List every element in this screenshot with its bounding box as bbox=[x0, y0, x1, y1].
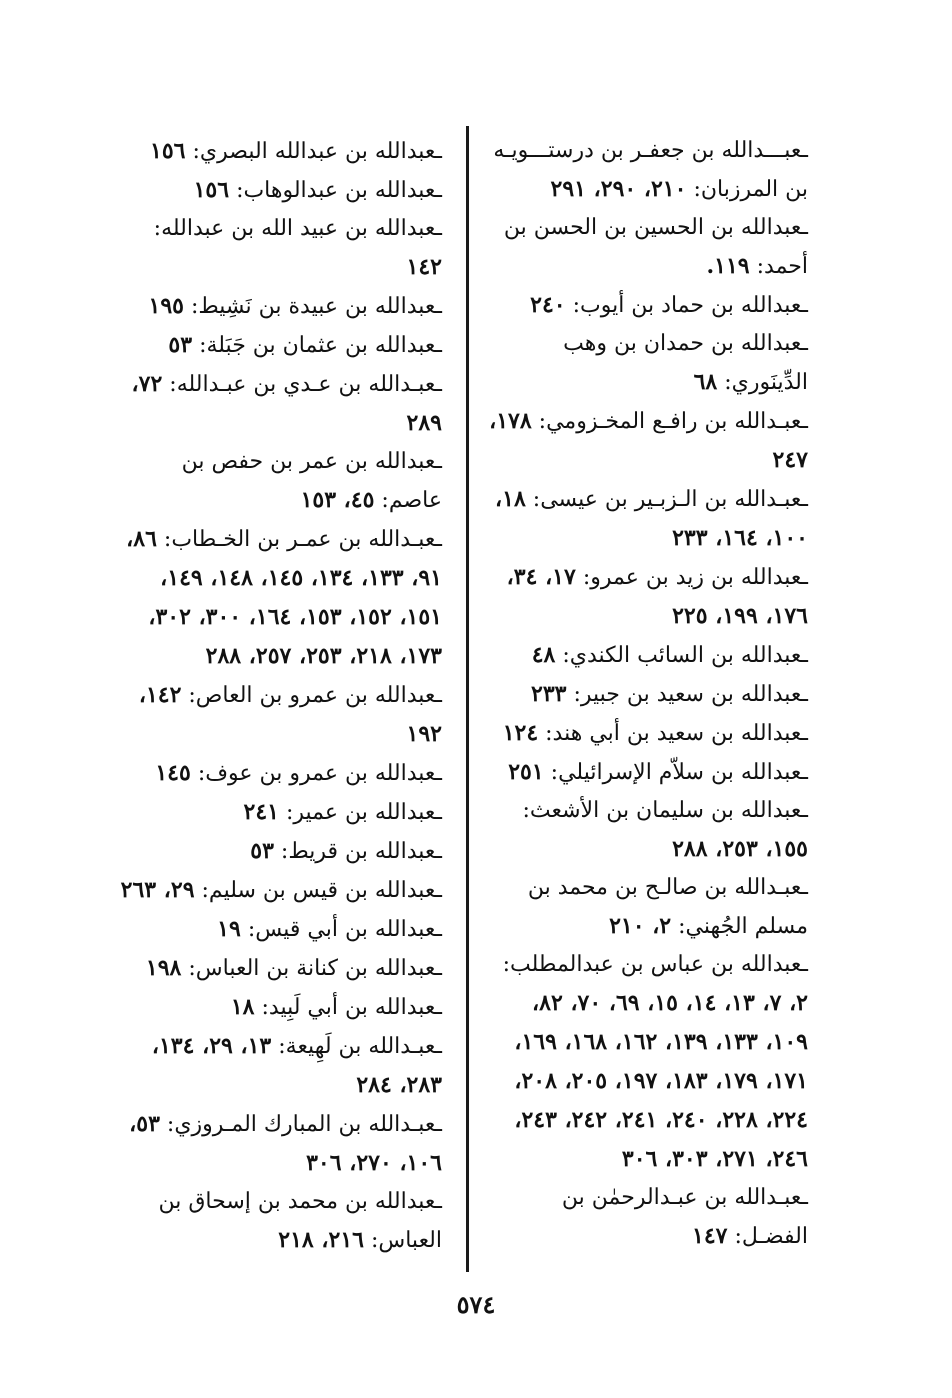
index-entry bbox=[486, 869, 808, 946]
entry-name: عبدالله بن سعيد بن أبي هند: bbox=[545, 721, 802, 746]
index-entry bbox=[118, 443, 442, 520]
entry-name: عبدالله بن السائب الكندي: bbox=[562, 643, 802, 668]
index-entry bbox=[486, 753, 808, 792]
entry-dash: ـ bbox=[801, 952, 808, 977]
entry-pages: ٧٢، ٢٨٩ bbox=[131, 371, 442, 436]
entry-pages: ١١٩. bbox=[706, 253, 750, 279]
entry-dash: ـ bbox=[435, 878, 442, 903]
entry-dash: ـ bbox=[435, 527, 442, 552]
entry-dash: ـ bbox=[435, 449, 442, 474]
entry-pages: ٥٣ bbox=[168, 332, 193, 358]
index-entry bbox=[118, 1105, 442, 1183]
entry-pages: ١٨ bbox=[230, 994, 255, 1020]
index-entry bbox=[118, 793, 442, 832]
entry-name: عبدالله بن عبيدة بن نَشِيط: bbox=[190, 294, 436, 319]
entry-pages: ٢٥١ bbox=[508, 759, 544, 785]
entry-name: عبدالله بن عمر بن حفص بن عاصم: bbox=[181, 449, 442, 513]
entry-dash: ـ bbox=[801, 565, 808, 590]
entry-dash: ـ bbox=[435, 1112, 442, 1137]
entry-name: عبـدالله بن الـزبـير بن عيسى: bbox=[532, 487, 802, 512]
index-entry bbox=[118, 910, 442, 949]
entry-pages: ٤٥، ١٥٣ bbox=[300, 487, 375, 513]
entry-dash: ـ bbox=[435, 839, 442, 864]
entry-pages: ٢٤١ bbox=[243, 799, 279, 825]
entry-pages: ٦٨ bbox=[693, 369, 718, 395]
entry-name: عبدالله بن سعيد بن جبير: bbox=[573, 682, 802, 707]
index-entry bbox=[486, 558, 808, 636]
entry-name: عبـــدالله بن جعفـر بن درستـــويـه بن المرزبان: bbox=[493, 138, 808, 202]
entry-name: عبـدالله بن صالـح بن محمد بن مسلم الجُهني: bbox=[527, 875, 808, 939]
entry-pages: ١٩٥ bbox=[148, 293, 184, 319]
index-entry bbox=[486, 325, 808, 402]
entry-dash: ـ bbox=[435, 995, 442, 1020]
index-entry bbox=[118, 210, 442, 287]
entry-name: عبدالله بن عمرو بن عوف: bbox=[197, 761, 436, 786]
entry-dash: ـ bbox=[801, 409, 808, 434]
entry-dash: ـ bbox=[801, 875, 808, 900]
entry-pages: ١٤٧ bbox=[692, 1223, 728, 1249]
entry-pages: ٢، ٢١٠ bbox=[609, 913, 672, 939]
right-column bbox=[486, 132, 808, 1256]
entry-dash: ـ bbox=[801, 1185, 808, 1210]
index-entry bbox=[486, 1179, 808, 1256]
entry-name: عبدالله بن عبدالوهاب: bbox=[236, 178, 436, 203]
index-entry bbox=[486, 636, 808, 675]
index-entry bbox=[486, 714, 808, 753]
entry-name: عبدالله بن محمد بن إسحاق بن العباس: bbox=[158, 1189, 442, 1253]
entry-pages: ١٥٦ bbox=[150, 138, 186, 164]
entry-name: عبـدالله بن عـدي بن عبـدالله: bbox=[169, 372, 436, 397]
entry-dash: ـ bbox=[801, 215, 808, 240]
entry-pages: ١٩ bbox=[217, 916, 241, 942]
entry-pages: ١٢٤ bbox=[502, 720, 539, 746]
entry-pages: ١٩٨ bbox=[145, 955, 182, 981]
entry-pages: ١٥٦ bbox=[193, 177, 230, 203]
entry-pages: ١٨، ١٠٠، ١٦٤، ٢٣٣ bbox=[495, 486, 808, 551]
entry-name: عبدالله بن عثمان بن جَبَلة: bbox=[199, 333, 436, 358]
entry-dash: ـ bbox=[801, 138, 808, 163]
entry-pages: ٢٣٣ bbox=[531, 681, 567, 707]
index-entry bbox=[118, 676, 442, 754]
index-entry bbox=[118, 832, 442, 871]
entry-name: عبدالله بن حماد بن أيوب: bbox=[572, 293, 802, 318]
index-entry bbox=[118, 132, 442, 171]
index-entry bbox=[118, 1027, 442, 1105]
index-entry bbox=[118, 1183, 442, 1260]
entry-pages: ٥٣ bbox=[250, 838, 274, 864]
entry-name: عبـدالله بن عمـر بن الخـطاب: bbox=[163, 527, 436, 552]
index-entry bbox=[118, 326, 442, 365]
entry-dash: ـ bbox=[435, 1189, 442, 1214]
entry-dash: ـ bbox=[801, 721, 808, 746]
entry-pages: ١٤٢ bbox=[406, 254, 442, 280]
entry-name: عبدالله بن حمدان بن وهب الدِّينَوري: bbox=[563, 331, 808, 395]
index-entry bbox=[118, 520, 442, 676]
entry-name: عبـدالله بن لَهِيعة: bbox=[278, 1034, 436, 1059]
entry-dash: ـ bbox=[435, 139, 442, 164]
entry-name: عبدالله بن قيس بن سليم: bbox=[201, 878, 436, 903]
entry-name: عبدالله بن سلاّم الإسرائيلي: bbox=[550, 760, 802, 785]
entry-dash: ـ bbox=[435, 917, 442, 942]
entry-name: عبدالله بن عبيد الله بن عبدالله: bbox=[153, 216, 436, 241]
entry-name: عبـدالله بن رافـع المخـزومي: bbox=[538, 409, 802, 434]
index-entry bbox=[118, 171, 442, 210]
index-entry bbox=[486, 792, 808, 869]
entry-pages: ١٤٥ bbox=[155, 760, 191, 786]
entry-dash: ـ bbox=[435, 372, 442, 397]
entry-name: عبدالله بن عبدالله البصري: bbox=[192, 139, 436, 164]
entry-name: عبدالله بن سليمان بن الأشعث: bbox=[522, 798, 802, 823]
index-entry bbox=[118, 287, 442, 326]
index-entry bbox=[118, 365, 442, 443]
entry-name: عبدالله بن أبي قيس: bbox=[247, 917, 436, 942]
index-entry bbox=[486, 132, 808, 209]
index-entry bbox=[118, 754, 442, 793]
entry-dash: ـ bbox=[435, 178, 442, 203]
entry-dash: ـ bbox=[801, 331, 808, 356]
index-entry bbox=[486, 209, 808, 286]
entry-pages: ٥٣، ١٠٦، ٢٧٠، ٣٠٦ bbox=[129, 1111, 442, 1176]
entry-dash: ـ bbox=[801, 682, 808, 707]
index-entry bbox=[118, 871, 442, 910]
index-entry bbox=[118, 949, 442, 988]
entry-pages: ٨٦، ٩١، ١٣٣، ١٣٤، ١٤٥، ١٤٨، ١٤٩، ١٥١، ١٥٢، ١٥٣، ١٦٤، ٣٠٠، ٣٠٢، ١٧٣، ٢١٨، ٢٥٣، ٢٥٧، ٢٨٨ bbox=[126, 526, 442, 669]
entry-dash: ـ bbox=[435, 800, 442, 825]
entry-pages: ١٣، ٢٩، ١٣٤، ٢٨٣، ٢٨٤ bbox=[151, 1033, 442, 1098]
entry-pages: ١٥٥، ٢٥٣، ٢٨٨ bbox=[672, 836, 808, 862]
entry-dash: ـ bbox=[435, 683, 442, 708]
entry-name: عبدالله بن الحسين بن الحسن بن أحمد: bbox=[503, 215, 808, 279]
entry-name: عبدالله بن كنانة بن العباس: bbox=[188, 956, 436, 981]
entry-name: عبـدالله بن عبـدالرحمٰن بن الفضـل: bbox=[561, 1185, 808, 1249]
index-entry bbox=[486, 402, 808, 480]
entry-name: عبدالله بن عمير: bbox=[285, 800, 436, 825]
entry-name: عبـدالله بن المبارك المـروزي: bbox=[166, 1112, 436, 1137]
index-entry bbox=[486, 946, 808, 1179]
entry-name: عبدالله بن قريط: bbox=[280, 839, 436, 864]
entry-pages: ١٧، ٣٤، ١٧٦، ١٩٩، ٢٢٥ bbox=[506, 564, 808, 629]
entry-dash: ـ bbox=[435, 333, 442, 358]
entry-name: عبدالله بن زيد بن عمرو: bbox=[582, 565, 802, 590]
entry-name: عبدالله بن عباس بن عبدالمطلب: bbox=[502, 952, 802, 977]
entry-dash: ـ bbox=[801, 487, 808, 512]
left-column bbox=[118, 132, 442, 1260]
entry-dash: ـ bbox=[801, 760, 808, 785]
index-entry bbox=[486, 675, 808, 714]
entry-pages: ٢، ٧، ١٣، ١٤، ١٥، ٦٩، ٧٠، ٨٢، ١٠٩، ١٣٣، ١٣٩، ١٦٢، ١٦٨، ١٦٩، ١٧١، ١٧٩، ١٨٣، ١٩٧، ٢٠٥، ٢٠٨، ٢٢٤، ٢٢٨، ٢٤٠، ٢٤١، ٢٤٢، ٢٤٣، ٢٤٦، ٢٧١، ٣٠٣، ٣٠٦ bbox=[514, 990, 808, 1172]
entry-pages: ٢١٦، ٢١٨ bbox=[278, 1227, 364, 1253]
entry-pages: ٢٩، ٢٦٣ bbox=[120, 877, 195, 903]
index-entry bbox=[118, 988, 442, 1027]
entry-name: عبدالله بن عمرو بن العاص: bbox=[188, 683, 436, 708]
entry-pages: ١٧٨، ٢٤٧ bbox=[489, 408, 808, 473]
entry-pages: ٤٨ bbox=[531, 642, 556, 668]
entry-dash: ـ bbox=[435, 294, 442, 319]
entry-pages: ٢٤٠ bbox=[530, 292, 566, 318]
page-number: ٥٧٤ bbox=[456, 1290, 496, 1319]
entry-name: عبدالله بن أبي لَبِيد: bbox=[261, 995, 436, 1020]
entry-pages: ٢١٠، ٢٩٠، ٢٩١ bbox=[550, 176, 687, 202]
entry-dash: ـ bbox=[435, 216, 442, 241]
column-divider bbox=[466, 126, 469, 1272]
entry-dash: ـ bbox=[801, 293, 808, 318]
entry-dash: ـ bbox=[801, 643, 808, 668]
entry-dash: ـ bbox=[801, 798, 808, 823]
entry-dash: ـ bbox=[435, 761, 442, 786]
index-entry bbox=[486, 480, 808, 558]
entry-dash: ـ bbox=[435, 1034, 442, 1059]
index-entry bbox=[486, 286, 808, 325]
entry-pages: ١٤٢، ١٩٢ bbox=[138, 682, 442, 747]
entry-dash: ـ bbox=[435, 956, 442, 981]
